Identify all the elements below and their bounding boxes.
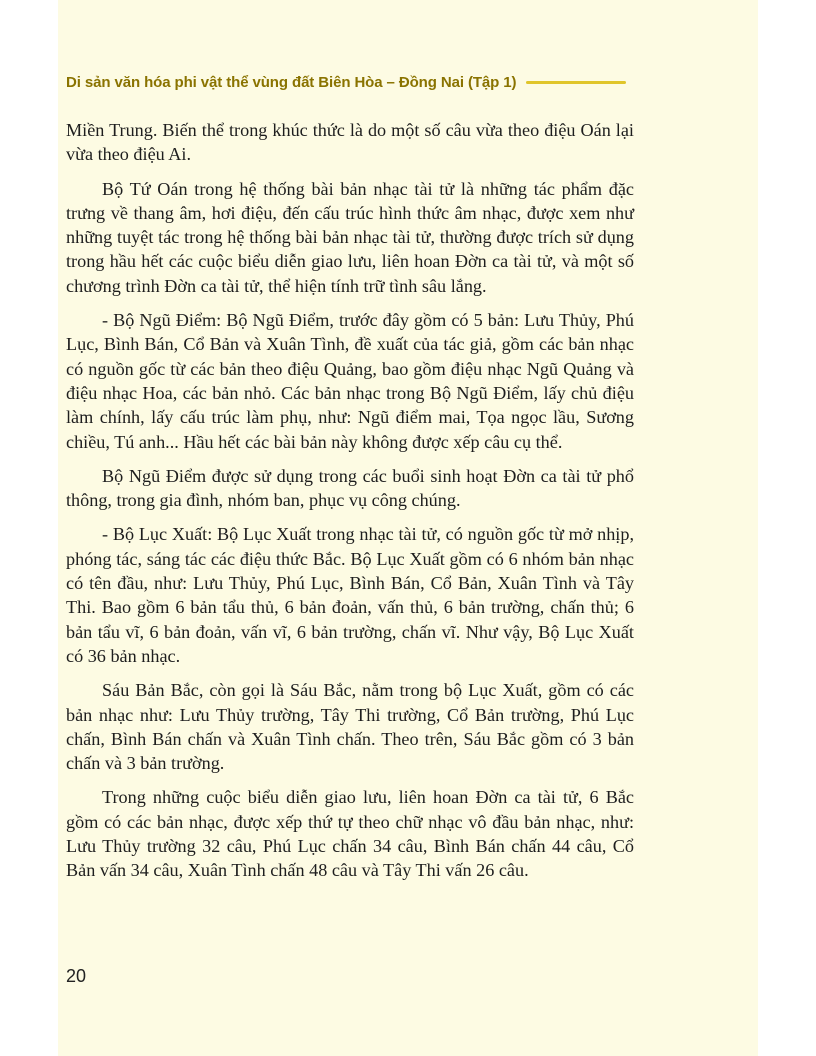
paragraph: Trong những cuộc biểu diễn giao lưu, liên hoan Đờn ca tài tử, 6 Bắc gồm có các bản nhạc, được xếp thứ tự theo chữ nhạc vô đầu bản nhạc, như: Lưu Thủy trường 32 câu, Phú Lục chấn 34 câu, Bình Bán chấn 44 câu, Cổ Bản vấn 34 câu, Xuân Tình chấn 48 câu và Tây Thi vấn 26 câu. bbox=[66, 787, 634, 881]
paragraph: - Bộ Lục Xuất: Bộ Lục Xuất trong nhạc tài tử, có nguồn gốc từ mở nhịp, phóng tác, sáng tác các điệu thức Bắc. Bộ Lục Xuất gồm có 6 nhóm bản nhạc có tên đầu, như: Lưu Thủy, Phú Lục, Bình Bán, Cổ Bản, Xuân Tình và Tây Thi. Bao gồm 6 bản tẩu thủ, 6 bản đoản, vấn thủ, 6 bản trường, chấn thủ; 6 bản tẩu vĩ, 6 bản đoản, vấn vĩ, 6 bản trường, chấn vĩ. Như vậy, Bộ Lục Xuất có 36 bản nhạc. bbox=[66, 524, 634, 666]
paragraph: - Bộ Ngũ Điểm: Bộ Ngũ Điểm, trước đây gồm có 5 bản: Lưu Thủy, Phú Lục, Bình Bán, Cổ Bản và Xuân Tình, đề xuất của tác giả, gồm các bản nhạc có nguồn gốc từ các bản theo điệu Quảng, bao gồm điệu nhạc Ngũ Quảng và điệu nhạc Hoa, các bản nhỏ. Các bản nhạc trong Bộ Ngũ Điểm, lấy chủ điệu làm chính, lấy cấu trúc làm phụ, như: Ngũ điểm mai, Tọa ngọc lầu, Sương chiều, Tú anh... Hầu hết các bài bản này không được xếp câu cụ thể. bbox=[66, 310, 634, 452]
running-header bbox=[66, 70, 626, 94]
body-text bbox=[66, 118, 634, 893]
paragraph: Bộ Tứ Oán trong hệ thống bài bản nhạc tài tử là những tác phẩm đặc trưng về thang âm, hơi điệu, đến cấu trúc hình thức âm nhạc, được xem như những tuyệt tác trong hệ thống bài bản nhạc tài tử, thường được trích sử dụng trong hầu hết các cuộc biểu diễn giao lưu, liên hoan Đờn ca tài tử, và một số chương trình Đờn ca tài tử, thể hiện tính trữ tình sâu lắng. bbox=[66, 178, 634, 296]
paragraph: Sáu Bản Bắc, còn gọi là Sáu Bắc, nằm trong bộ Lục Xuất, gồm có các bản nhạc như: Lưu Thủy trường, Tây Thi trường, Cổ Bản trường, Phú Lục chấn, Bình Bán chấn và Xuân Tình chấn. Theo trên, Sáu Bắc gồm có 3 bản chấn và 3 bản trường. bbox=[66, 680, 634, 774]
paragraph: Bộ Ngũ Điểm được sử dụng trong các buổi sinh hoạt Đờn ca tài tử phổ thông, trong gia đình, nhóm ban, phục vụ công chúng. bbox=[66, 465, 634, 511]
paragraph: Miền Trung. Biến thể trong khúc thức là do một số câu vừa theo điệu Oán lại vừa theo điệu Ai. bbox=[66, 120, 634, 165]
header-title: Di sản văn hóa phi vật thể vùng đất Biên Hòa – Đồng Nai (Tập 1) bbox=[66, 73, 517, 91]
page-number: 20 bbox=[66, 966, 87, 986]
header-rule bbox=[526, 81, 626, 84]
